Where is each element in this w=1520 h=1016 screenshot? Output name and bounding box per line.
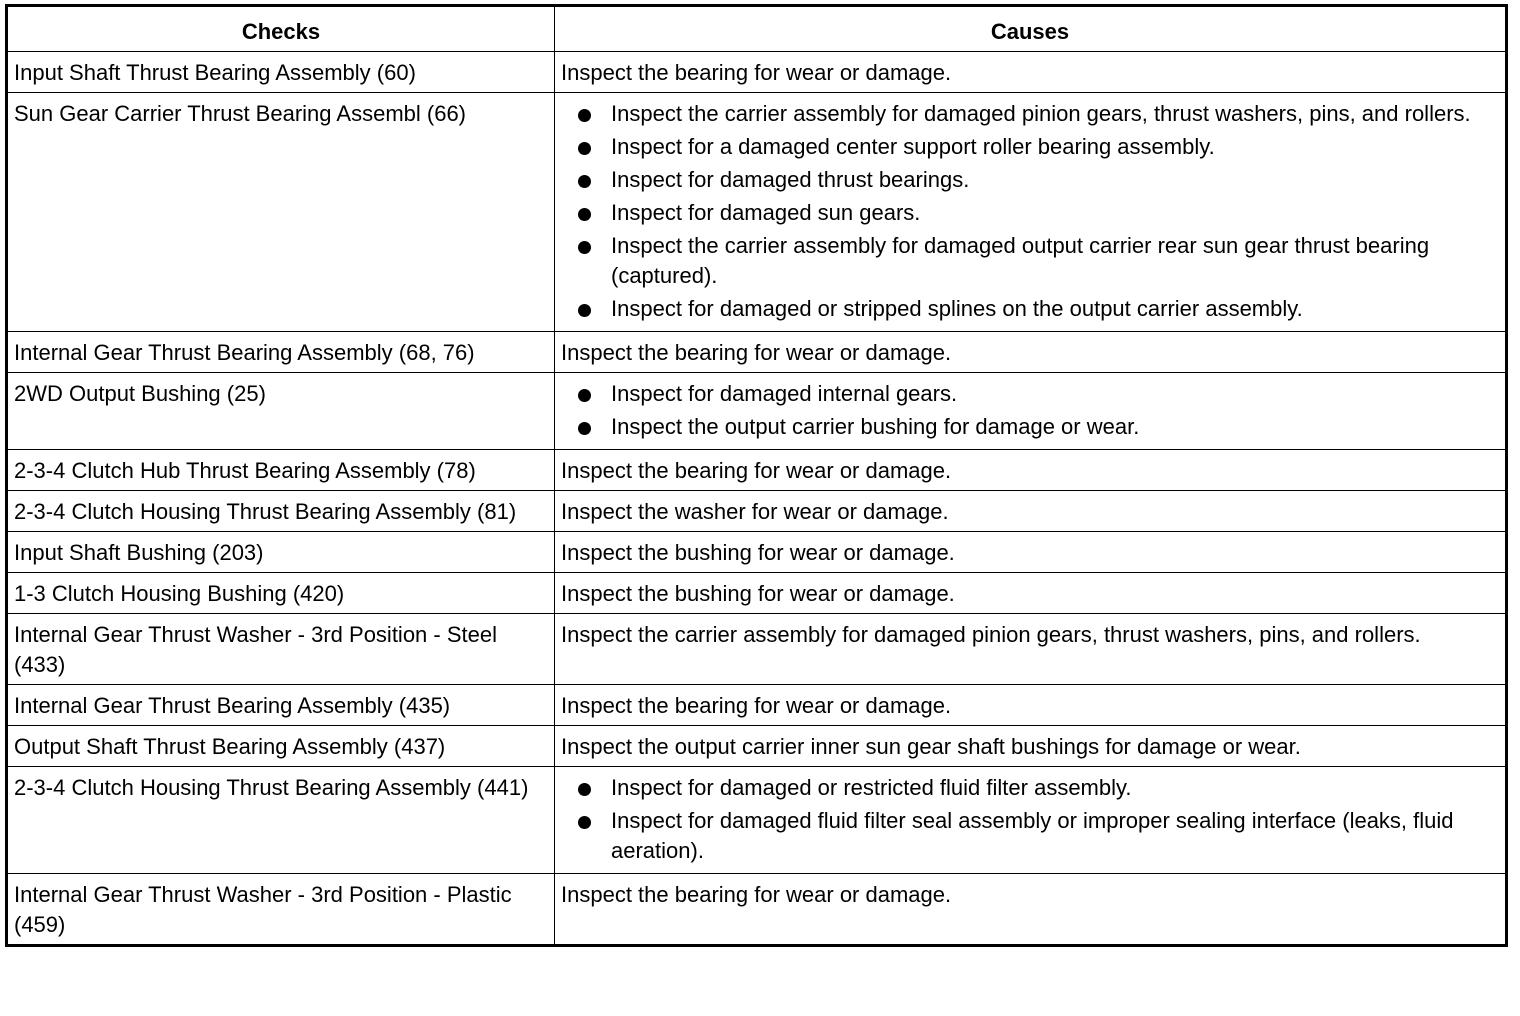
cause-text: Inspect for damaged thrust bearings. [611,167,970,192]
check-cell: Internal Gear Thrust Bearing Assembly (68, 76) [7,332,555,373]
check-cell: 2-3-4 Clutch Housing Thrust Bearing Assembly (441) [7,767,555,874]
table-row [7,93,1507,332]
table-row [7,450,1507,491]
bullet-icon [578,389,591,402]
cause-text: Inspect for damaged internal gears. [611,381,958,406]
table-row [7,332,1507,373]
table-row [7,532,1507,573]
cause-text: Inspect for a damaged center support roller bearing assembly. [611,134,1215,159]
cause-item [561,773,1499,803]
table-row [7,726,1507,767]
cause-item [561,806,1499,866]
cause-text: Inspect for damaged or restricted fluid filter assembly. [611,775,1132,800]
cause-cell: Inspect the bushing for wear or damage. [555,573,1507,614]
check-cell: Internal Gear Thrust Washer - 3rd Position - Steel (433) [7,614,555,685]
table-row [7,573,1507,614]
table-row [7,491,1507,532]
cause-item [561,231,1499,291]
table-row [7,685,1507,726]
cause-cell [555,373,1507,450]
check-cell: 2-3-4 Clutch Housing Thrust Bearing Assembly (81) [7,491,555,532]
bullet-icon [578,816,591,829]
cause-list [561,379,1499,442]
cause-cell: Inspect the bushing for wear or damage. [555,532,1507,573]
header-checks: Checks [7,6,555,52]
cause-item [561,294,1499,324]
bullet-icon [578,208,591,221]
cause-cell: Inspect the bearing for wear or damage. [555,332,1507,373]
cause-list [561,99,1499,324]
bullet-icon [578,422,591,435]
cause-text: Inspect the carrier assembly for damaged output carrier rear sun gear thrust bearing (captured). [611,233,1430,288]
cause-item [561,99,1499,129]
cause-cell: Inspect the washer for wear or damage. [555,491,1507,532]
cause-text: Inspect for damaged fluid filter seal assembly or improper sealing interface (leaks, fluid aeration). [611,808,1454,863]
checks-causes-table [5,4,1508,947]
check-cell: 1-3 Clutch Housing Bushing (420) [7,573,555,614]
check-cell: Internal Gear Thrust Bearing Assembly (435) [7,685,555,726]
cause-cell [555,767,1507,874]
check-cell: Input Shaft Bushing (203) [7,532,555,573]
bullet-icon [578,783,591,796]
cause-cell: Inspect the bearing for wear or damage. [555,52,1507,93]
cause-cell [555,93,1507,332]
check-cell: Sun Gear Carrier Thrust Bearing Assembl (66) [7,93,555,332]
table-row [7,614,1507,685]
cause-list [561,773,1499,866]
cause-item [561,198,1499,228]
cause-item [561,379,1499,409]
cause-text: Inspect the carrier assembly for damaged pinion gears, thrust washers, pins, and rollers. [611,101,1471,126]
bullet-icon [578,304,591,317]
cause-cell: Inspect the bearing for wear or damage. [555,874,1507,946]
cause-cell: Inspect the output carrier inner sun gear shaft bushings for damage or wear. [555,726,1507,767]
header-row [7,6,1507,52]
bullet-icon [578,109,591,122]
header-causes: Causes [555,6,1507,52]
check-cell: Internal Gear Thrust Washer - 3rd Position - Plastic (459) [7,874,555,946]
table-row [7,767,1507,874]
cause-cell: Inspect the bearing for wear or damage. [555,685,1507,726]
cause-text: Inspect for damaged sun gears. [611,200,921,225]
cause-text: Inspect the output carrier bushing for damage or wear. [611,414,1140,439]
bullet-icon [578,241,591,254]
bullet-icon [578,142,591,155]
cause-text: Inspect for damaged or stripped splines on the output carrier assembly. [611,296,1303,321]
check-cell: Input Shaft Thrust Bearing Assembly (60) [7,52,555,93]
table-row [7,874,1507,946]
table-row [7,373,1507,450]
check-cell: 2WD Output Bushing (25) [7,373,555,450]
cause-item [561,132,1499,162]
bullet-icon [578,175,591,188]
check-cell: 2-3-4 Clutch Hub Thrust Bearing Assembly (78) [7,450,555,491]
check-cell: Output Shaft Thrust Bearing Assembly (437) [7,726,555,767]
cause-item [561,412,1499,442]
cause-cell: Inspect the carrier assembly for damaged pinion gears, thrust washers, pins, and rollers. [555,614,1507,685]
cause-cell: Inspect the bearing for wear or damage. [555,450,1507,491]
table-row [7,52,1507,93]
cause-item [561,165,1499,195]
